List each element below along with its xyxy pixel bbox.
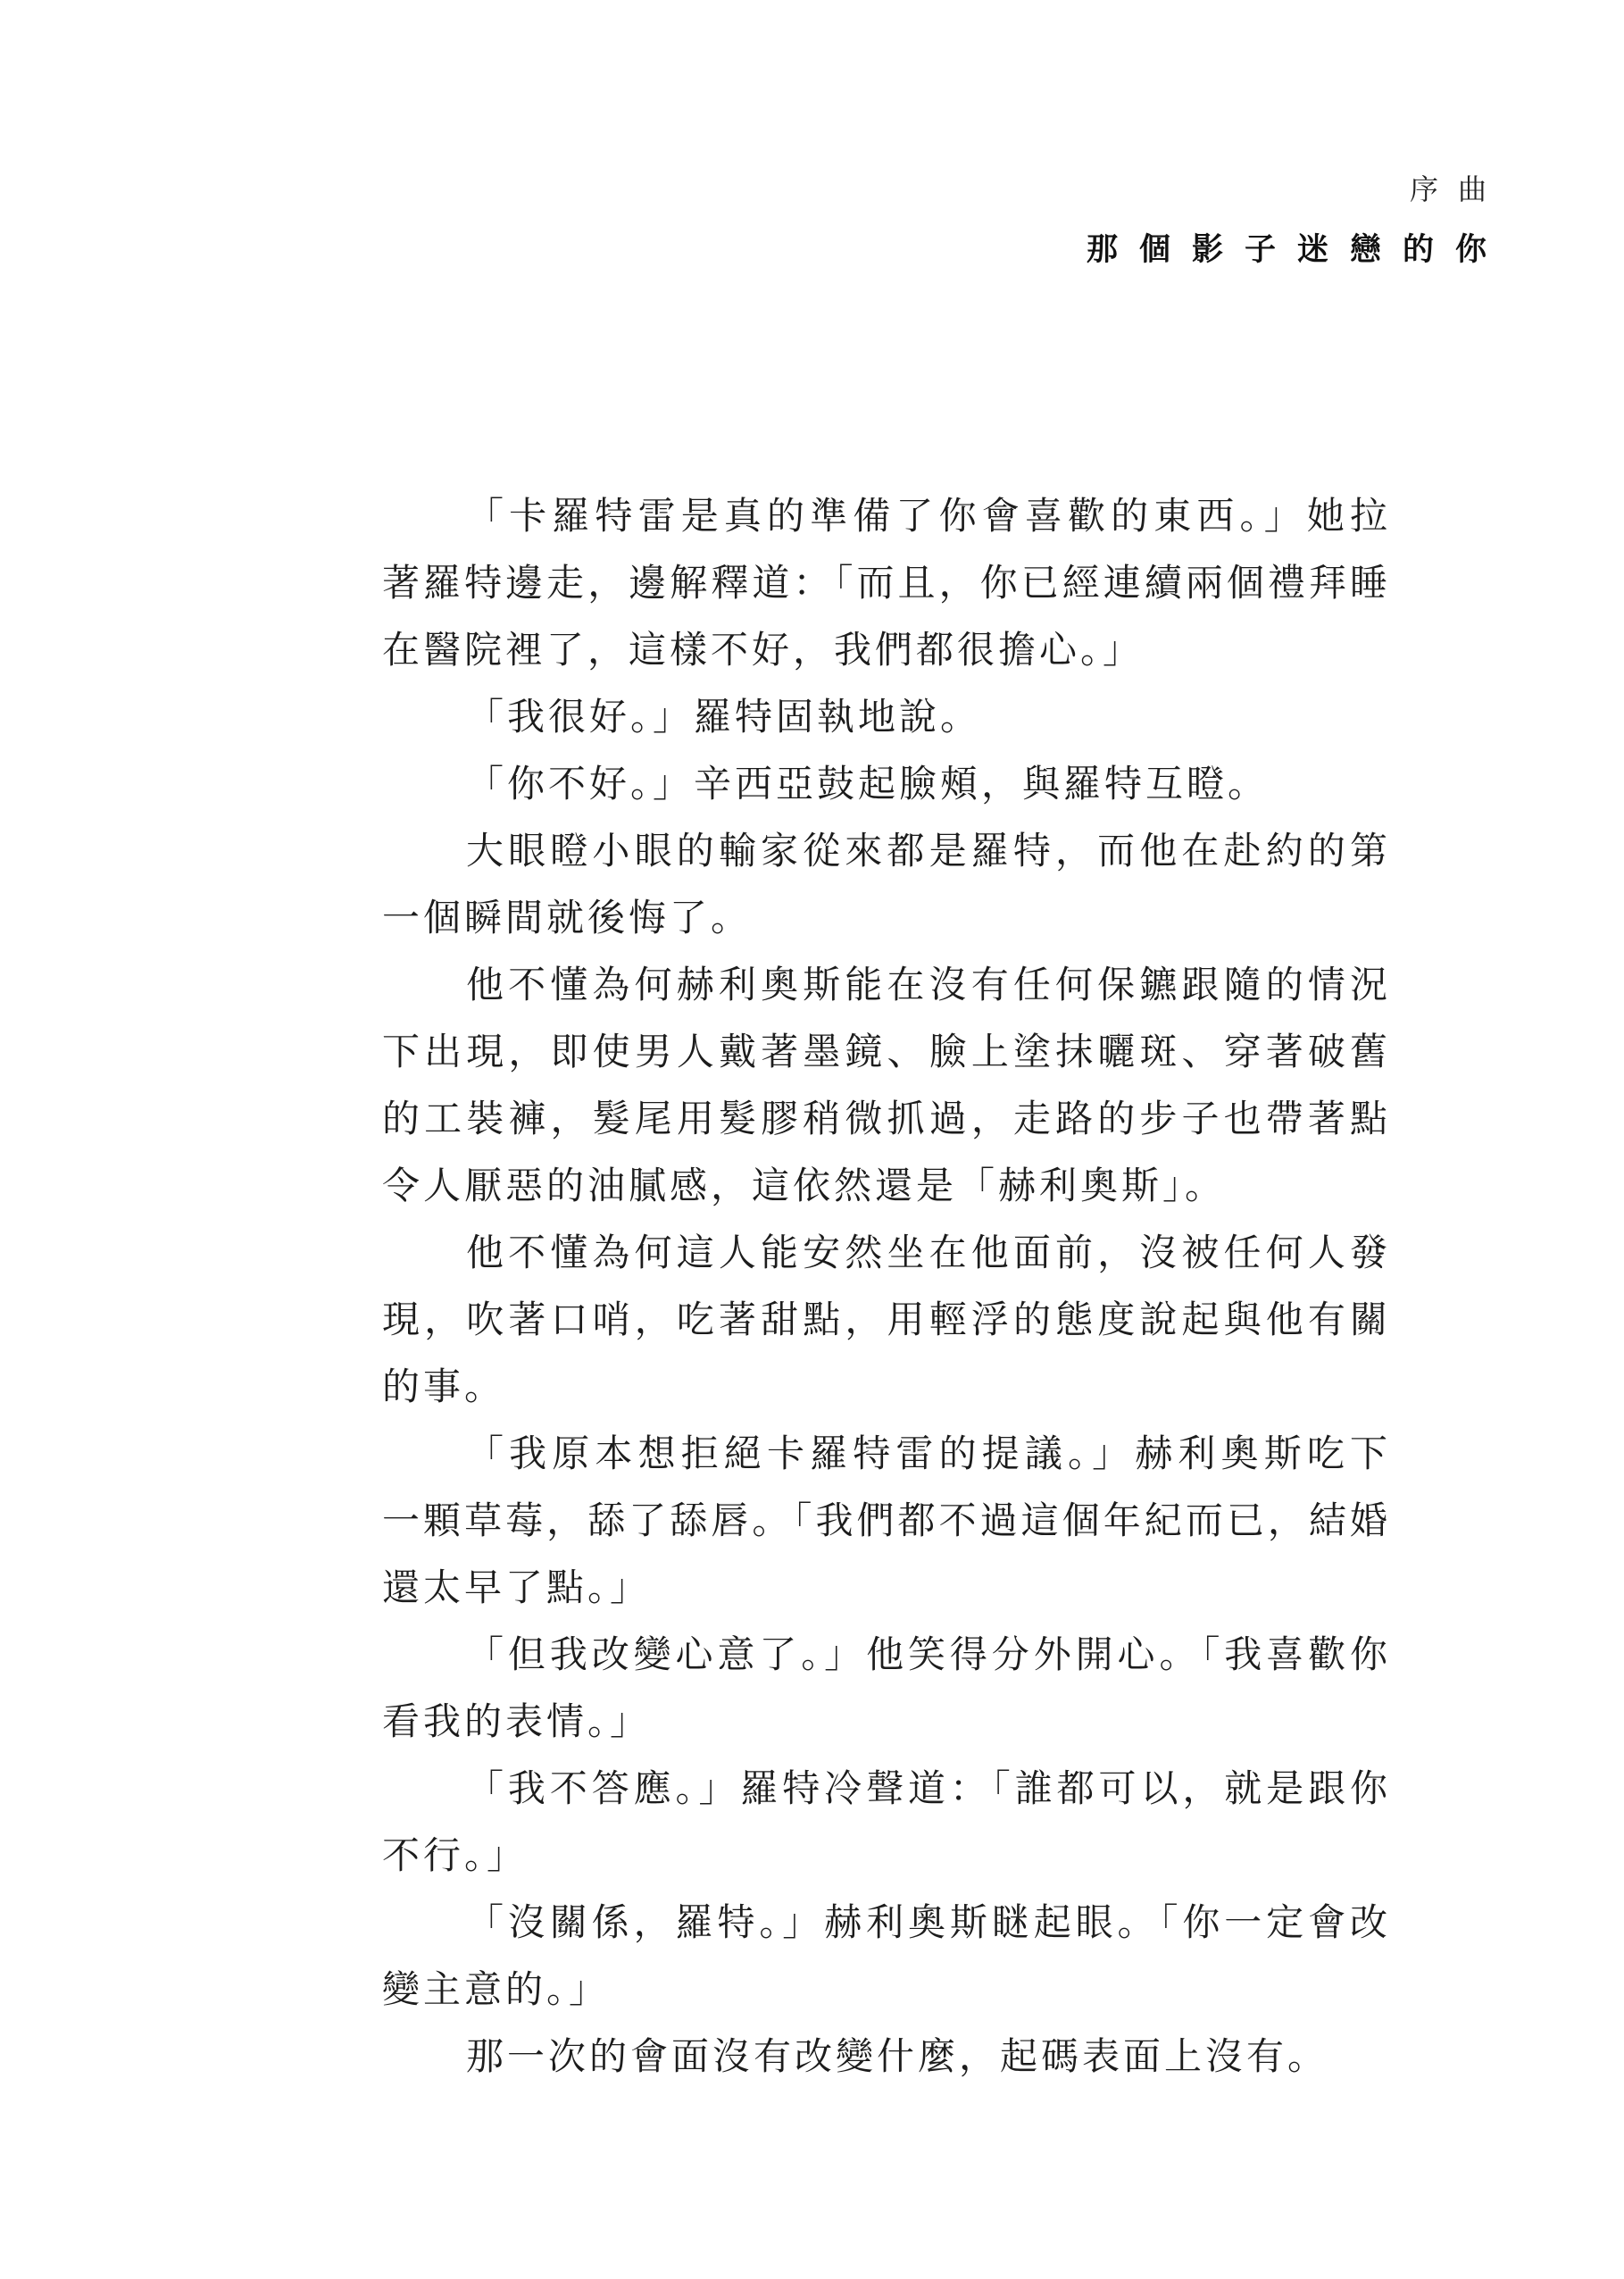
paragraph: 大眼瞪小眼的輸家從來都是羅特，而他在赴約的第一個瞬間就後悔了。 <box>382 829 1391 939</box>
paragraph: 他不懂為何赫利奧斯能在沒有任何保鑣跟隨的情況下出現，即使男人戴著墨鏡、臉上塗抹曬斑、穿著破舊的工裝褲，髮尾用髮膠稍微抓過，走路的步子也帶著點令人厭惡的油膩感，這依然還是「赫利奧斯」。 <box>382 963 1391 1207</box>
paragraph: 「我不答應。」羅特冷聲道：「誰都可以，就是跟你不行。」 <box>382 1766 1391 1877</box>
body-text <box>382 482 1391 2090</box>
paragraph: 「沒關係，羅特。」赫利奧斯瞇起眼。「你一定會改變主意的。」 <box>382 1900 1391 2011</box>
paragraph: 「你不好。」辛西亞鼓起臉頰，與羅特互瞪。 <box>466 762 1270 806</box>
chapter-label: 序曲 <box>1409 172 1506 206</box>
paragraph: 他不懂為何這人能安然坐在他面前，沒被任何人發現，吹著口哨，吃著甜點，用輕浮的態度說起與他有關的事。 <box>382 1231 1391 1408</box>
paragraph: 「卡羅特雷是真的準備了你會喜歡的東西。」她拉著羅特邊走，邊解釋道：「而且，你已經連續兩個禮拜睡在醫院裡了，這樣不好，我們都很擔心。」 <box>382 494 1391 672</box>
paragraph: 「但我改變心意了。」他笑得分外開心。「我喜歡你看我的表情。」 <box>382 1632 1391 1743</box>
chapter-title: 那個影子迷戀的你 <box>1086 231 1508 268</box>
paragraph: 「我原本想拒絕卡羅特雷的提議。」赫利奧斯吃下一顆草莓，舔了舔唇。「我們都不過這個年紀而已，結婚還太早了點。」 <box>382 1432 1391 1609</box>
paragraph: 那一次的會面沒有改變什麼，起碼表面上沒有。 <box>466 2034 1329 2078</box>
paragraph: 「我很好。」羅特固執地說。 <box>466 695 982 739</box>
running-header <box>1086 170 1508 271</box>
